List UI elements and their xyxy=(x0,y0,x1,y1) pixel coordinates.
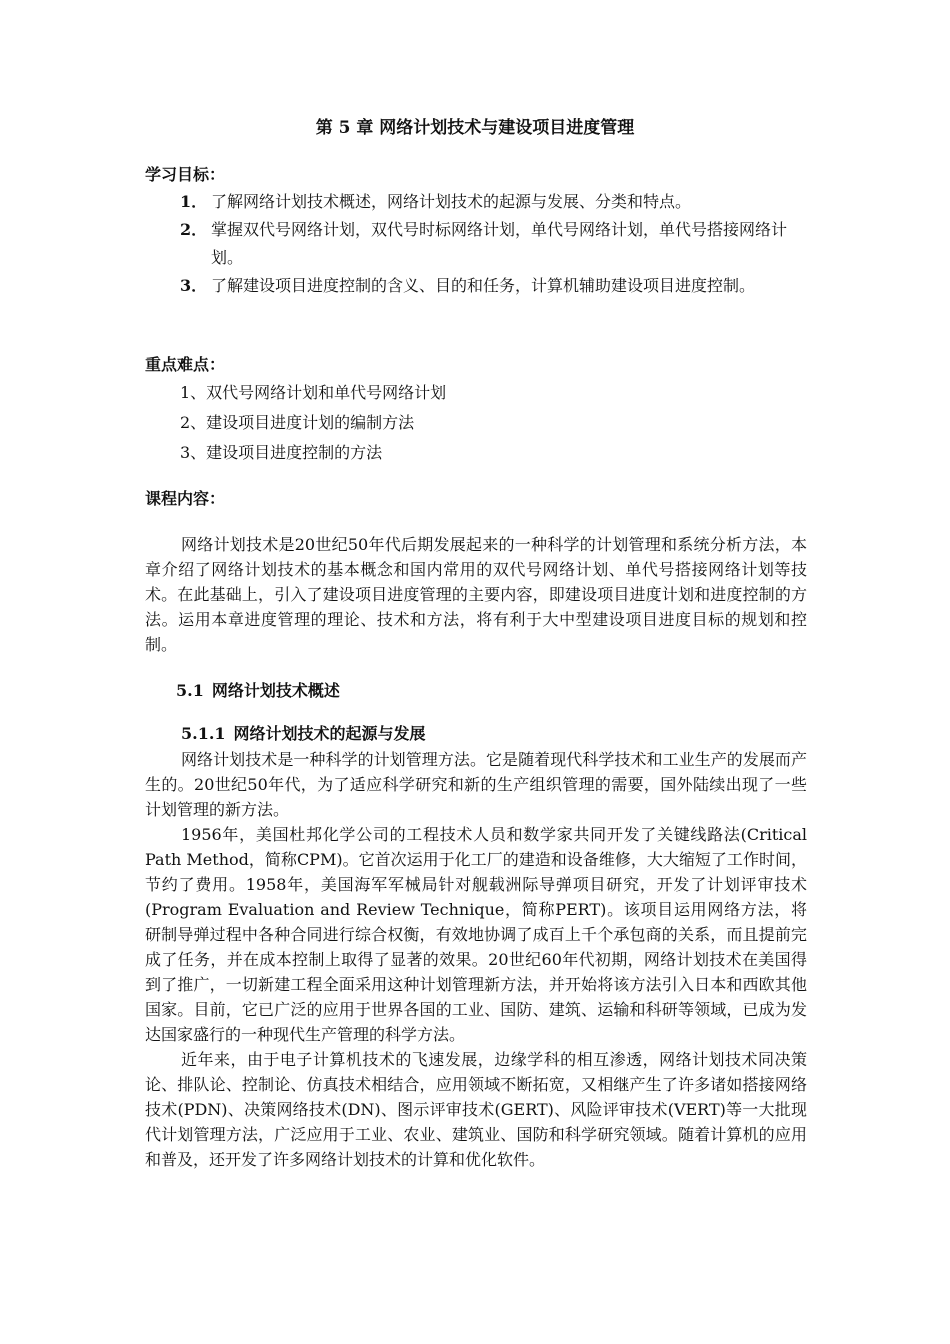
chapter-title: 第 5 章 网络计划技术与建设项目进度管理 xyxy=(315,118,635,138)
key-point-item: 3、建设项目进度控制的方法 xyxy=(180,443,383,462)
key-points-heading: 重点难点： xyxy=(145,355,226,374)
section-number: 5.1.1 xyxy=(181,724,226,743)
objective-item xyxy=(180,188,810,216)
section-5-1-heading xyxy=(176,679,340,703)
key-point-item: 2、建设项目进度计划的编制方法 xyxy=(180,413,415,432)
objective-number: 2． xyxy=(180,220,208,239)
course-heading: 课程内容： xyxy=(145,489,226,508)
key-points-list xyxy=(180,378,446,468)
body-paragraph: 网络计划技术是一种科学的计划管理方法。它是随着现代科学技术和工业生产的发展而产生的。20世纪50年代，为了适应科学研究和新的生产组织管理的需要，国外陆续出现了一些计划管理的新方法。 xyxy=(145,750,807,819)
objective-item xyxy=(180,216,810,272)
key-point-item: 1、双代号网络计划和单代号网络计划 xyxy=(180,383,447,402)
section-5-1-1-body xyxy=(145,747,807,1172)
section-title: 网络计划技术概述 xyxy=(211,681,340,700)
objective-number: 3． xyxy=(180,276,208,295)
objectives-heading: 学习目标： xyxy=(145,165,226,184)
body-paragraph: 1956年，美国杜邦化学公司的工程技术人员和数学家共同开发了关键线路法(Critical Path Method，简称CPM)。它首次运用于化工厂的建造和设备维修，大大缩短了工作时间，节约了费用。1958年，美国海军军械局针对舰载洲际导弹项目研究，开发了计划评审技术(Program Evaluation and Review Technique，简称PERT)。该项目运用网络方法，将研制导弹过程中各种合同进行综合权衡，有效地协调了成百上千个承包商的关系，而且提前完成了任务，并在成本控制上取得了显著的效果。20世纪60年代初期，网络计划技术在美国得到了推广，一切新建工程全面采用这种计划管理新方法，并开始将该方法引入日本和西欧其他国家。目前，它已广泛的应用于世界各国的工业、国防、建筑、运输和科研等领域，已成为发达国家盛行的一种现代生产管理的科学方法。 xyxy=(145,825,807,1044)
course-intro-block xyxy=(145,532,807,657)
objective-text: 了解建设项目进度控制的含义、目的和任务，计算机辅助建设项目进度控制。 xyxy=(211,276,756,295)
body-paragraph: 近年来，由于电子计算机技术的飞速发展，边缘学科的相互渗透，网络计划技术同决策论、排队论、控制论、仿真技术相结合，应用领域不断拓宽，又相继产生了许多诸如搭接网络技术(PDN)、决策网络技术(DN)、图示评审技术(GERT)、风险评审技术(VERT)等一大批现代计划管理方法，广泛应用于工业、农业、建筑业、国防和科学研究领域。随着计算机的应用和普及，还开发了许多网络计划技术的计算和优化软件。 xyxy=(145,1050,807,1169)
section-title: 网络计划技术的起源与发展 xyxy=(233,724,426,743)
course-intro-paragraph: 网络计划技术是20世纪50年代后期发展起来的一种科学的计划管理和系统分析方法，本章介绍了网络计划技术的基本概念和国内常用的双代号网络计划、单代号搭接网络计划等技术。在此基础上，引入了建设项目进度管理的主要内容，即建设项目进度计划和进度控制的方法。运用本章进度管理的理论、技术和方法，将有利于大中型建设项目进度目标的规划和控制。 xyxy=(145,535,807,654)
section-5-1-1-heading xyxy=(181,722,426,746)
section-number: 5.1 xyxy=(176,681,204,700)
objectives-list xyxy=(180,188,810,300)
objective-text: 了解网络计划技术概述，网络计划技术的起源与发展、分类和特点。 xyxy=(211,192,692,211)
objective-text: 掌握双代号网络计划，双代号时标网络计划，单代号网络计划，单代号搭接网络计划。 xyxy=(211,220,788,267)
objective-item xyxy=(180,272,810,300)
objective-number: 1． xyxy=(180,192,208,211)
